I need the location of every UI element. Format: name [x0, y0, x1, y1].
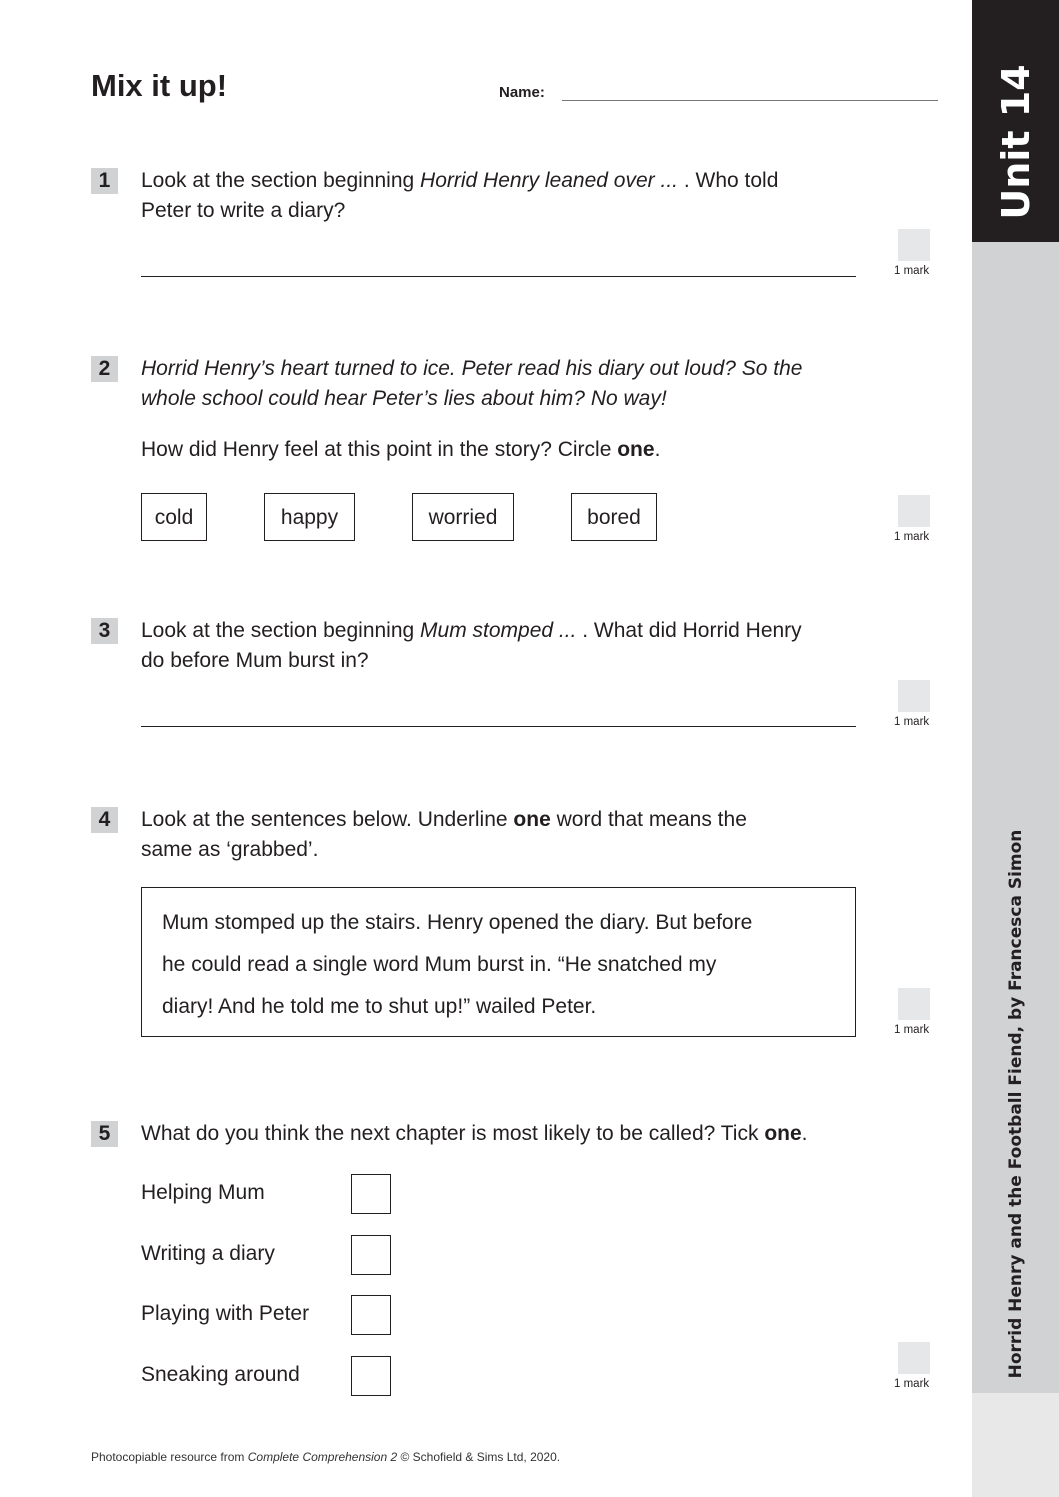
- q2-mark-label: 1 mark: [894, 531, 930, 543]
- q5-mark-box[interactable]: [898, 1342, 930, 1374]
- question-2-prompt: [141, 435, 660, 465]
- footer-credit: [91, 1450, 560, 1464]
- passage-line[interactable]: diary! And he told me to shut up!” wailed Peter.: [162, 995, 597, 1018]
- q4-text-line2: same as ‘grabbed’.: [141, 838, 319, 861]
- question-number-5: 5: [91, 1121, 118, 1147]
- choice-worried[interactable]: worried: [412, 493, 514, 541]
- passage-line[interactable]: he could read a single word Mum burst in. “He snatched my: [162, 953, 717, 976]
- passage-box: [141, 887, 856, 1037]
- question-1-answer-line[interactable]: [141, 276, 856, 277]
- question-5-text: [141, 1119, 808, 1149]
- q4-text-pre: Look at the sentences below. Underline: [141, 808, 514, 831]
- choice-bored[interactable]: bored: [571, 493, 657, 541]
- choice-cold[interactable]: cold: [141, 493, 207, 541]
- q3-text-line2: do before Mum burst in?: [141, 649, 369, 672]
- passage-line[interactable]: Mum stomped up the stairs. Henry opened the diary. But before: [162, 911, 753, 934]
- option-label-playing-peter: Playing with Peter: [141, 1302, 310, 1325]
- question-number-3: 3: [91, 618, 118, 644]
- q3-text-italic: Mum stomped ...: [420, 619, 583, 642]
- question-1-text: [141, 166, 778, 226]
- unit-text: Unit 14: [993, 64, 1038, 220]
- option-label-writing-diary: Writing a diary: [141, 1242, 275, 1265]
- question-2-quote: [141, 354, 802, 414]
- page-title: Mix it up!: [91, 68, 228, 103]
- q3-text-pre: Look at the section beginning: [141, 619, 421, 642]
- q5-mark-label: 1 mark: [894, 1378, 930, 1390]
- q1-text-line2: Peter to write a diary?: [141, 199, 346, 222]
- name-field[interactable]: [562, 100, 938, 101]
- book-title-label: [972, 829, 1059, 1379]
- tick-box-helping-mum[interactable]: [351, 1174, 391, 1214]
- q2-mark-box[interactable]: [898, 495, 930, 527]
- q2-prompt-bold: one: [617, 438, 655, 461]
- question-number-4: 4: [91, 807, 118, 833]
- question-4-text: [141, 805, 747, 865]
- question-3-answer-line[interactable]: [141, 726, 856, 727]
- q4-text-post: word that means the: [550, 808, 747, 831]
- q5-text-bold: one: [764, 1122, 802, 1145]
- tick-box-writing-diary[interactable]: [351, 1235, 391, 1275]
- name-label: Name:: [499, 84, 545, 101]
- q2-prompt-post: .: [654, 438, 661, 461]
- q4-mark-box[interactable]: [898, 988, 930, 1020]
- q2-quote-line2: whole school could hear Peter’s lies about him? No way!: [141, 387, 667, 410]
- footer-book-title: Complete Comprehension 2: [247, 1450, 398, 1464]
- book-title-text: Horrid Henry and the Football Fiend, by Francesca Simon: [1005, 829, 1026, 1379]
- option-label-sneaking-around: Sneaking around: [141, 1363, 300, 1386]
- q3-mark-label: 1 mark: [894, 716, 930, 728]
- q1-mark-label: 1 mark: [894, 265, 930, 277]
- question-number-2: 2: [91, 356, 118, 382]
- q3-text-post: . What did Horrid Henry: [582, 619, 802, 642]
- option-label-helping-mum: Helping Mum: [141, 1181, 265, 1204]
- q1-mark-box[interactable]: [898, 229, 930, 261]
- unit-label: [972, 0, 1059, 242]
- question-3-text: [141, 616, 802, 676]
- footer-post: © Schofield & Sims Ltd, 2020.: [397, 1450, 561, 1464]
- q2-prompt-pre: How did Henry feel at this point in the story? Circle: [141, 438, 618, 461]
- choice-happy[interactable]: happy: [264, 493, 355, 541]
- q1-text-pre: Look at the section beginning: [141, 169, 421, 192]
- q4-mark-label: 1 mark: [894, 1024, 930, 1036]
- tick-box-sneaking-around[interactable]: [351, 1356, 391, 1396]
- q4-text-bold: one: [513, 808, 551, 831]
- sidebar-footer-block: [972, 1393, 1059, 1497]
- tick-box-playing-peter[interactable]: [351, 1295, 391, 1335]
- q3-mark-box[interactable]: [898, 680, 930, 712]
- q1-text-post: . Who told: [683, 169, 779, 192]
- q5-text-post: .: [801, 1122, 808, 1145]
- q2-quote-line1: Horrid Henry’s heart turned to ice. Peter read his diary out loud? So the: [141, 357, 803, 380]
- q1-text-italic: Horrid Henry leaned over ...: [420, 169, 684, 192]
- question-number-1: 1: [91, 168, 118, 194]
- q5-text-pre: What do you think the next chapter is most likely to be called? Tick: [141, 1122, 765, 1145]
- footer-pre: Photocopiable resource from: [91, 1450, 248, 1464]
